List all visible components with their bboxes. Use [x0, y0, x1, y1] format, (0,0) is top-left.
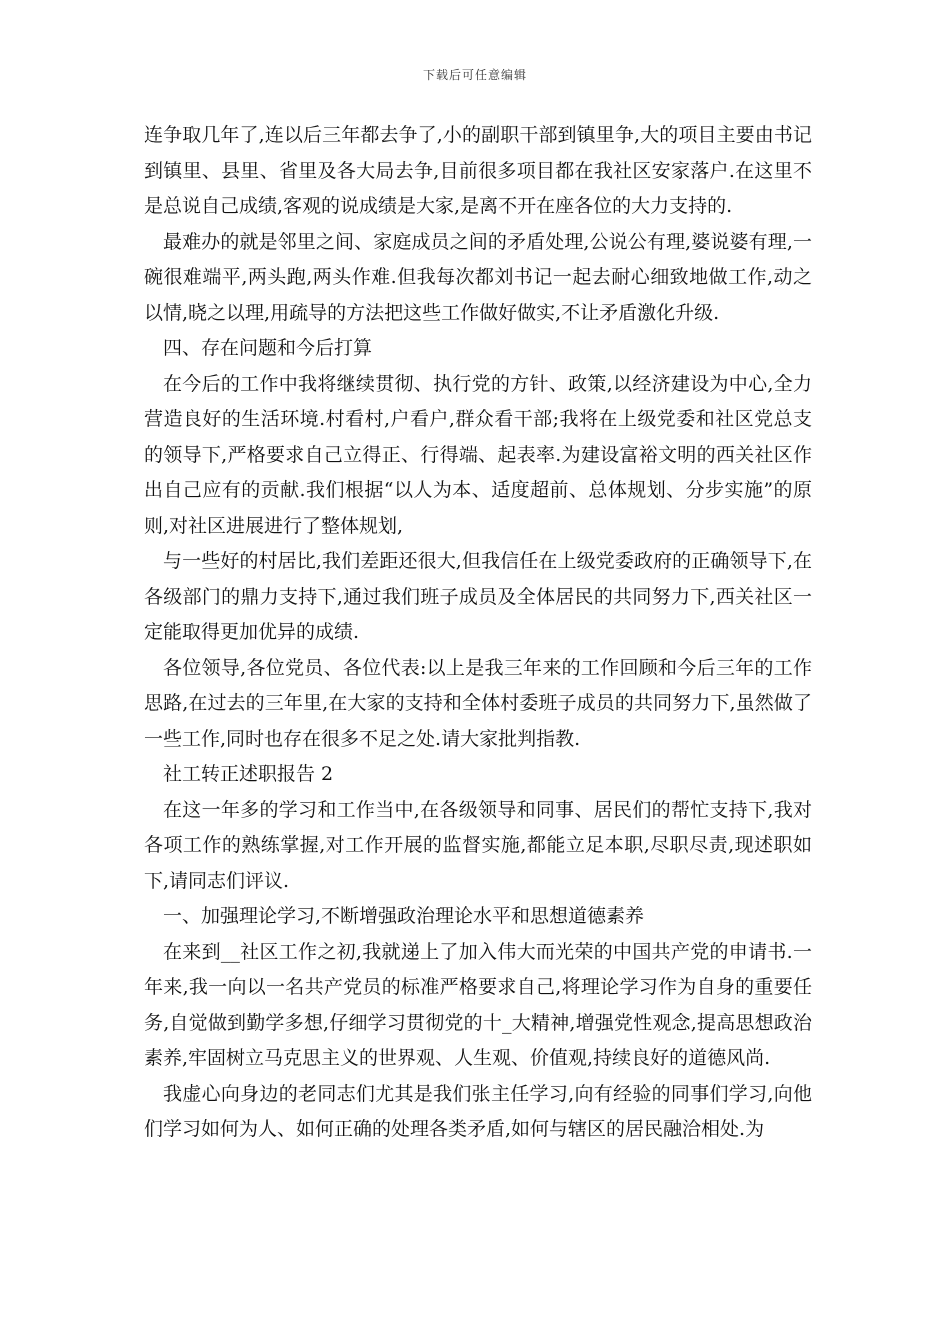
- section-heading: 四、存在问题和今后打算: [163, 337, 373, 359]
- paragraph: 在来到__社区工作之初,我就递上了加入伟大而光荣的中国共产党的申请书.一年来,我一向以一名共产党员的标准严格要求自己,将理论学习作为自身的重要任务,自觉做到勤学多想,仔细学习贯彻党的十_大精神,增强党性观念,提高思想政治素养,牢固树立马克思主义的世界观、人生观、价值观,持续良好的道德风尚.: [144, 940, 812, 1069]
- paragraph: 连争取几年了,连以后三年都去争了,小的副职干部到镇里争,大的项目主要由书记到镇里、县里、省里及各大局去争,目前很多项目都在我社区安家落户.在这里不是总说自己成绩,客观的说成绩是大家,是离不开在座各位的大力支持的.: [144, 124, 812, 217]
- paragraph: 我虚心向身边的老同志们尤其是我们张主任学习,向有经验的同事们学习,向他们学习如何为人、如何正确的处理各类矛盾,如何与辖区的居民融洽相处.为: [144, 1082, 812, 1140]
- page-header-note: 下载后可任意编辑: [422, 68, 527, 82]
- paragraph: 在今后的工作中我将继续贯彻、执行党的方针、政策,以经济建设为中心,全力营造良好的生活环境.村看村,户看户,群众看干部;我将在上级党委和社区党总支的领导下,严格要求自己立得正、行得端、起表率.为建设富裕文明的西关社区作出自己应有的贡献.我们根据“以人为本、适度超前、总体规划、分步实施”的原则,对社区进展进行了整体规划,: [144, 372, 812, 537]
- section-heading: 一、加强理论学习,不断增强政治理论水平和思想道德素养: [163, 905, 645, 927]
- paragraph: 最难办的就是邻里之间、家庭成员之间的矛盾处理,公说公有理,婆说婆有理,一碗很难端平,两头跑,两头作难.但我每次都刘书记一起去耐心细致地做工作,动之以情,晓之以理,用疏导的方法把这些工作做好做实,不让矛盾激化升级.: [144, 230, 812, 324]
- paragraph: 在这一年多的学习和工作当中,在各级领导和同事、居民们的帮忙支持下,我对各项工作的熟练掌握,对工作开展的监督实施,都能立足本职,尽职尽责,现述职如下,请同志们评议.: [144, 798, 812, 892]
- report-title: 社工转正述职报告 2: [163, 763, 334, 785]
- paragraph: 各位领导,各位党员、各位代表:以上是我三年来的工作回顾和今后三年的工作思路,在过去的三年里,在大家的支持和全体村委班子成员的共同努力下,虽然做了一些工作,同时也存在很多不足之处.请大家批判指教.: [144, 656, 812, 750]
- document-body: [144, 118, 812, 1148]
- paragraph: 与一些好的村居比,我们差距还很大,但我信任在上级党委政府的正确领导下,在各级部门的鼎力支持下,通过我们班子成员及全体居民的共同努力下,西关社区一定能取得更加优异的成绩.: [144, 550, 812, 643]
